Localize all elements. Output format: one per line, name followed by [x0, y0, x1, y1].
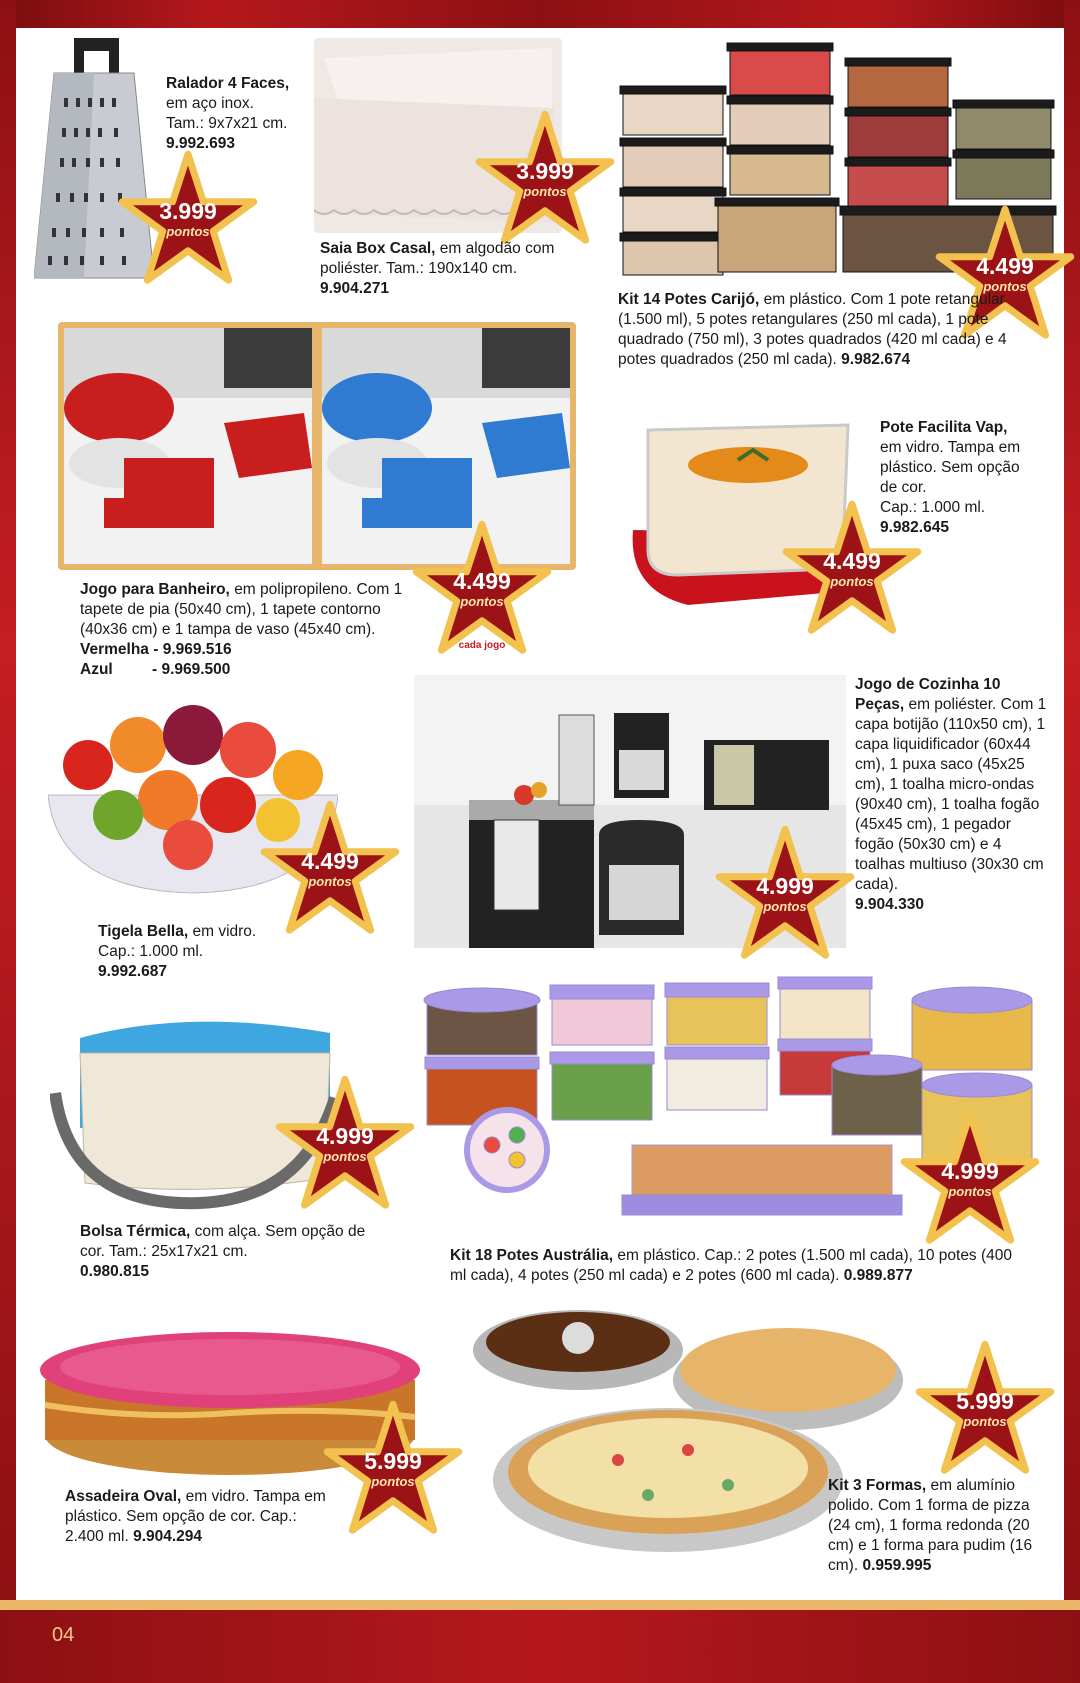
left-frame	[0, 0, 16, 1610]
variant-blue-code: - 9.969.500	[152, 661, 231, 678]
product-name: Bolsa Térmica,	[80, 1223, 191, 1240]
product-name: Ralador 4 Faces,	[166, 75, 290, 92]
page-number: 04	[52, 1624, 75, 1646]
product-code: 0.989.877	[843, 1267, 913, 1284]
product-desc: em plástico. Com 1 pote retangular (1.500 ml), 5 potes retangulares (250 ml cada), 1 pote quadrado (750 ml), 3 potes quadrados (420 ml cada) e 4 potes quadrados (250 ml cada).	[618, 291, 1007, 368]
product-name: Kit 3 Formas,	[828, 1477, 927, 1494]
product-desc: em aço inox.	[166, 95, 254, 112]
variant-blue-label: Azul	[80, 661, 113, 678]
product-banheiro	[80, 580, 420, 680]
product-potes14	[618, 290, 1030, 370]
product-size: Tam.: 9x7x21 cm.	[166, 115, 288, 132]
points-badge-facilita: 4.499 pontos	[782, 500, 922, 640]
product-capacity: Cap.: 1.000 ml.	[880, 499, 986, 516]
product-desc: em vidro. Tampa em plástico. Sem opção de cor.	[65, 1488, 326, 1525]
product-desc: em alumínio polido. Com 1 forma de pizza (24 cm), 1 forma redonda (20 cm) e 1 forma para pudim (16 cm).	[828, 1477, 1033, 1574]
product-name: Kit 18 Potes Austrália,	[450, 1247, 614, 1264]
product-bolsa	[80, 1222, 370, 1282]
product-tigela	[98, 922, 298, 982]
product-desc: em vidro.	[192, 923, 257, 940]
points-badge-potes18: 4.999 pontos	[900, 1110, 1040, 1250]
product-code: 9.904.294	[133, 1528, 203, 1545]
points-badge-potes14: 4.499 pontos	[935, 205, 1075, 345]
product-name: Kit 14 Potes Carijó,	[618, 291, 760, 308]
product-name: Assadeira Oval,	[65, 1488, 182, 1505]
product-potes18	[450, 1246, 1025, 1286]
product-code: 9.992.693	[166, 135, 235, 152]
product-assadeira	[65, 1487, 335, 1547]
product-name: Jogo de Cozinha 10 Peças,	[855, 676, 1001, 713]
points-badge-formas: 5.999 pontos	[915, 1340, 1055, 1480]
product-facilita	[880, 418, 1030, 538]
variant-red-label: Vermelha	[80, 641, 149, 658]
product-code: 9.982.645	[880, 519, 949, 536]
product-name: Tigela Bella,	[98, 923, 189, 940]
product-code: 0.959.995	[862, 1557, 932, 1574]
points-badge-cozinha: 4.999 pontos	[715, 825, 855, 965]
product-desc: em polipropileno. Com 1 tapete de pia (50x40 cm), 1 tapete contorno (40x36 cm) e 1 tampa de vaso (45x40 cm).	[80, 581, 403, 638]
product-cozinha	[855, 675, 1050, 915]
product-name: Jogo para Banheiro,	[80, 581, 230, 598]
product-desc: em plástico. Cap.: 2 potes (1.500 ml cada), 10 potes (400 ml cada), 4 potes (250 ml cada) e 2 potes (600 ml cada).	[450, 1247, 1013, 1284]
product-capacity: Cap.: 2.400 ml.	[65, 1508, 297, 1545]
points-badge-banheiro: 4.499 pontos cada jogo	[412, 520, 552, 660]
product-name: Pote Facilita Vap,	[880, 419, 1008, 436]
product-formas	[828, 1476, 1053, 1576]
product-ralador	[166, 74, 316, 154]
variant-red-code: - 9.969.516	[153, 641, 232, 658]
product-saia	[320, 239, 590, 299]
product-code: 9.904.271	[320, 280, 389, 297]
product-code: 9.904.330	[855, 896, 924, 913]
product-code: 9.982.674	[841, 351, 911, 368]
points-badge-assadeira: 5.999 pontos	[323, 1400, 463, 1540]
product-desc: em vidro. Tampa em plástico. Sem opção de cor.	[880, 439, 1021, 496]
product-desc: em poliéster. Com 1 capa botijão (110x50 cm), 1 capa liquidificador (60x44 cm), 1 puxa saco (45x25 cm), 1 toalha micro-ondas (90x40 cm), 1 toalha fogão (45x45 cm), 1 pegador fogão (50x30 cm) e 4 toalhas multiuso (30x30 cm cada).	[855, 696, 1047, 893]
product-desc: em algodão com poliéster. Tam.: 190x140 cm.	[320, 240, 555, 277]
product-code: 9.992.687	[98, 963, 167, 980]
product-name: Saia Box Casal,	[320, 240, 436, 257]
top-frame	[0, 0, 1080, 28]
points-badge-tigela: 4.499 pontos	[260, 800, 400, 940]
points-badge-bolsa: 4.999 pontos	[275, 1075, 415, 1215]
points-badge-ralador: 3.999 pontos	[118, 150, 258, 290]
product-code: 0.980.815	[80, 1263, 149, 1280]
gold-strip	[0, 1600, 1080, 1610]
footer-bar	[0, 1610, 1080, 1683]
product-capacity: Cap.: 1.000 ml.	[98, 943, 204, 960]
points-badge-saia: 3.999 pontos	[475, 110, 615, 250]
product-desc: com alça. Sem opção de cor. Tam.: 25x17x21 cm.	[80, 1223, 366, 1260]
